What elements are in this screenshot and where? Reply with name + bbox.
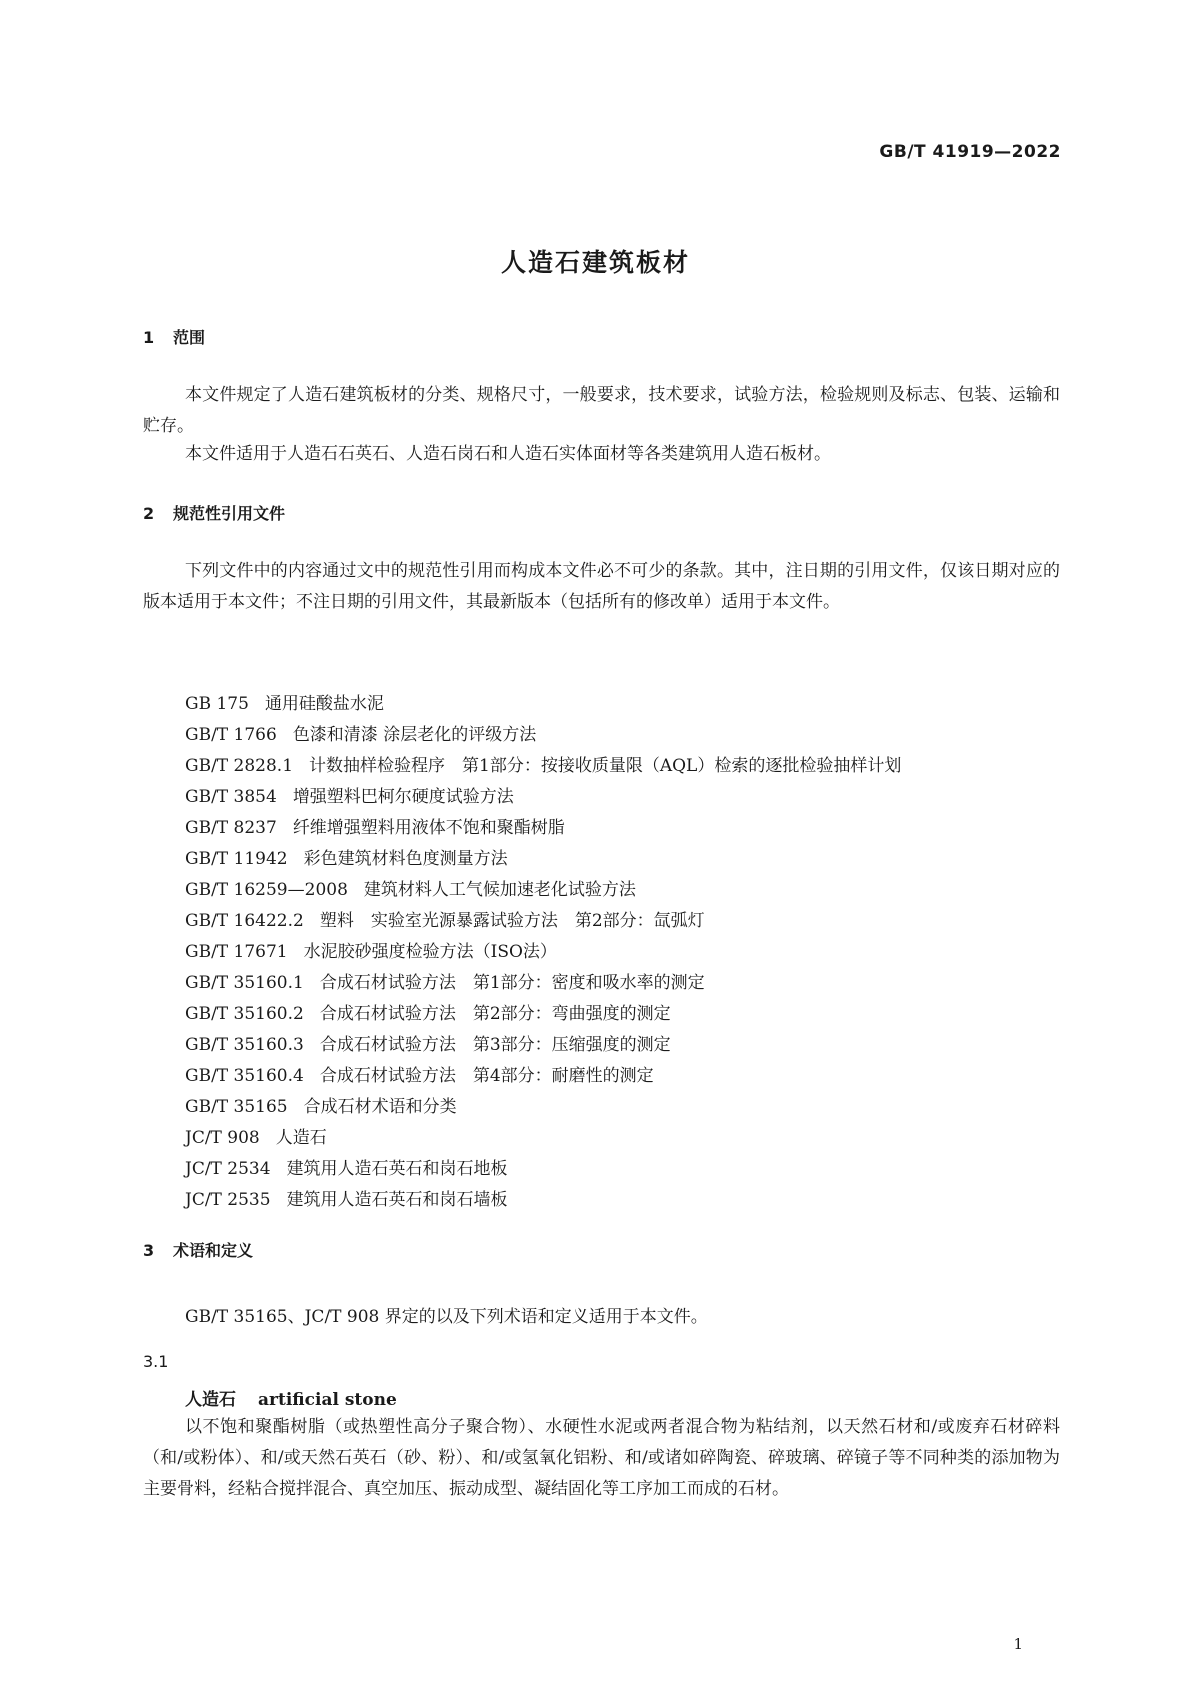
reference-title: 合成石材术语和分类 (303, 1097, 457, 1117)
reference-code: GB 175 (185, 694, 249, 714)
section-number: 1 (143, 328, 155, 347)
reference-item (185, 844, 901, 875)
reference-list (185, 689, 901, 1216)
reference-code: JC/T 2535 (185, 1190, 271, 1210)
term-definition: 以不饱和聚酯树脂（或热塑性高分子聚合物）、水硬性水泥或两者混合物为粘结剂，以天然石材和/或废弃石材碎料（和/或粉体）、和/或天然石英石（砂、粉）、和/或氢氧化铝粉、和/或诸如碎陶瓷、碎玻璃、碎镜子等不同种类的添加物为主要骨料，经粘合搅拌混合、真空加压、振动成型、凝结固化等工序加工而成的石材。 (143, 1417, 1060, 1499)
reference-item (185, 968, 901, 999)
section-title: 规范性引用文件 (173, 504, 286, 523)
reference-code: GB/T 2828.1 (185, 756, 294, 776)
reference-item (185, 1185, 901, 1216)
reference-title: 增强塑料巴柯尔硬度试验方法 (292, 787, 514, 807)
reference-code: GB/T 35160.4 (185, 1066, 304, 1086)
section-number: 3 (143, 1241, 155, 1260)
section-title: 范围 (173, 328, 206, 347)
reference-item (185, 720, 901, 751)
reference-title: 合成石材试验方法 第3部分：压缩强度的测定 (319, 1035, 671, 1055)
standard-code: GB/T 41919—2022 (879, 142, 1061, 162)
reference-code: GB/T 35165 (185, 1097, 288, 1117)
reference-code: GB/T 35160.3 (185, 1035, 304, 1055)
references-intro-paragraph: 下列文件中的内容通过文中的规范性引用而构成本文件必不可少的条款。其中，注日期的引用文件，仅该日期对应的版本适用于本文件；不注日期的引用文件，其最新版本（包括所有的修改单）适用于本文件。 (143, 561, 1060, 612)
section-number: 2 (143, 504, 155, 523)
reference-code: GB/T 8237 (185, 818, 277, 838)
section-heading-terms (143, 1238, 253, 1261)
term-heading (185, 1385, 397, 1410)
reference-code: GB/T 16259—2008 (185, 880, 348, 900)
section-heading-normative-references (143, 501, 285, 524)
reference-title: 纤维增强塑料用液体不饱和聚酯树脂 (292, 818, 565, 838)
reference-title: 建筑材料人工气候加速老化试验方法 (363, 880, 636, 900)
scope-paragraph-1: 本文件规定了人造石建筑板材的分类、规格尺寸，一般要求，技术要求，试验方法，检验规则及标志、包装、运输和贮存。 (143, 385, 1060, 436)
reference-title: 计数抽样检验程序 第1部分：按接收质量限（AQL）检索的逐批检验抽样计划 (309, 756, 902, 776)
term-zh: 人造石 (185, 1390, 236, 1410)
reference-code: JC/T 2534 (185, 1159, 271, 1179)
reference-item (185, 1092, 901, 1123)
reference-title: 人造石 (275, 1128, 327, 1148)
reference-item (185, 906, 901, 937)
reference-title: 彩色建筑材料色度测量方法 (303, 849, 508, 869)
reference-item (185, 875, 901, 906)
reference-item (185, 1061, 901, 1092)
terms-intro-paragraph: GB/T 35165、JC/T 908 界定的以及下列术语和定义适用于本文件。 (185, 1307, 708, 1327)
reference-title: 建筑用人造石英石和岗石地板 (286, 1159, 508, 1179)
reference-code: GB/T 3854 (185, 787, 277, 807)
reference-title: 色漆和清漆 涂层老化的评级方法 (292, 725, 537, 745)
reference-item (185, 751, 901, 782)
reference-code: GB/T 35160.1 (185, 973, 304, 993)
scope-paragraph-2: 本文件适用于人造石石英石、人造石岗石和人造石实体面材等各类建筑用人造石板材。 (185, 444, 831, 464)
reference-code: JC/T 908 (185, 1128, 260, 1148)
reference-title: 合成石材试验方法 第2部分：弯曲强度的测定 (319, 1004, 671, 1024)
reference-code: GB/T 11942 (185, 849, 288, 869)
term-en: artificial stone (258, 1390, 397, 1410)
reference-item (185, 813, 901, 844)
section-heading-scope (143, 325, 205, 348)
reference-item (185, 1123, 901, 1154)
reference-code: GB/T 16422.2 (185, 911, 304, 931)
reference-item (185, 937, 901, 968)
reference-title: 塑料 实验室光源暴露试验方法 第2部分：氙弧灯 (319, 911, 705, 931)
reference-title: 水泥胶砂强度检验方法（ISO法） (303, 942, 557, 962)
section-title: 术语和定义 (173, 1241, 254, 1260)
reference-code: GB/T 1766 (185, 725, 277, 745)
term-number: 3.1 (143, 1352, 169, 1371)
reference-title: 合成石材试验方法 第1部分：密度和吸水率的测定 (319, 973, 705, 993)
reference-code: GB/T 35160.2 (185, 1004, 304, 1024)
reference-item (185, 1030, 901, 1061)
reference-title: 通用硅酸盐水泥 (264, 694, 384, 714)
reference-item (185, 689, 901, 720)
reference-code: GB/T 17671 (185, 942, 288, 962)
reference-title: 建筑用人造石英石和岗石墙板 (286, 1190, 508, 1210)
page-number: 1 (1013, 1635, 1023, 1653)
reference-item (185, 782, 901, 813)
document-title: 人造石建筑板材 (500, 248, 690, 277)
reference-item (185, 999, 901, 1030)
reference-item (185, 1154, 901, 1185)
reference-title: 合成石材试验方法 第4部分：耐磨性的测定 (319, 1066, 654, 1086)
